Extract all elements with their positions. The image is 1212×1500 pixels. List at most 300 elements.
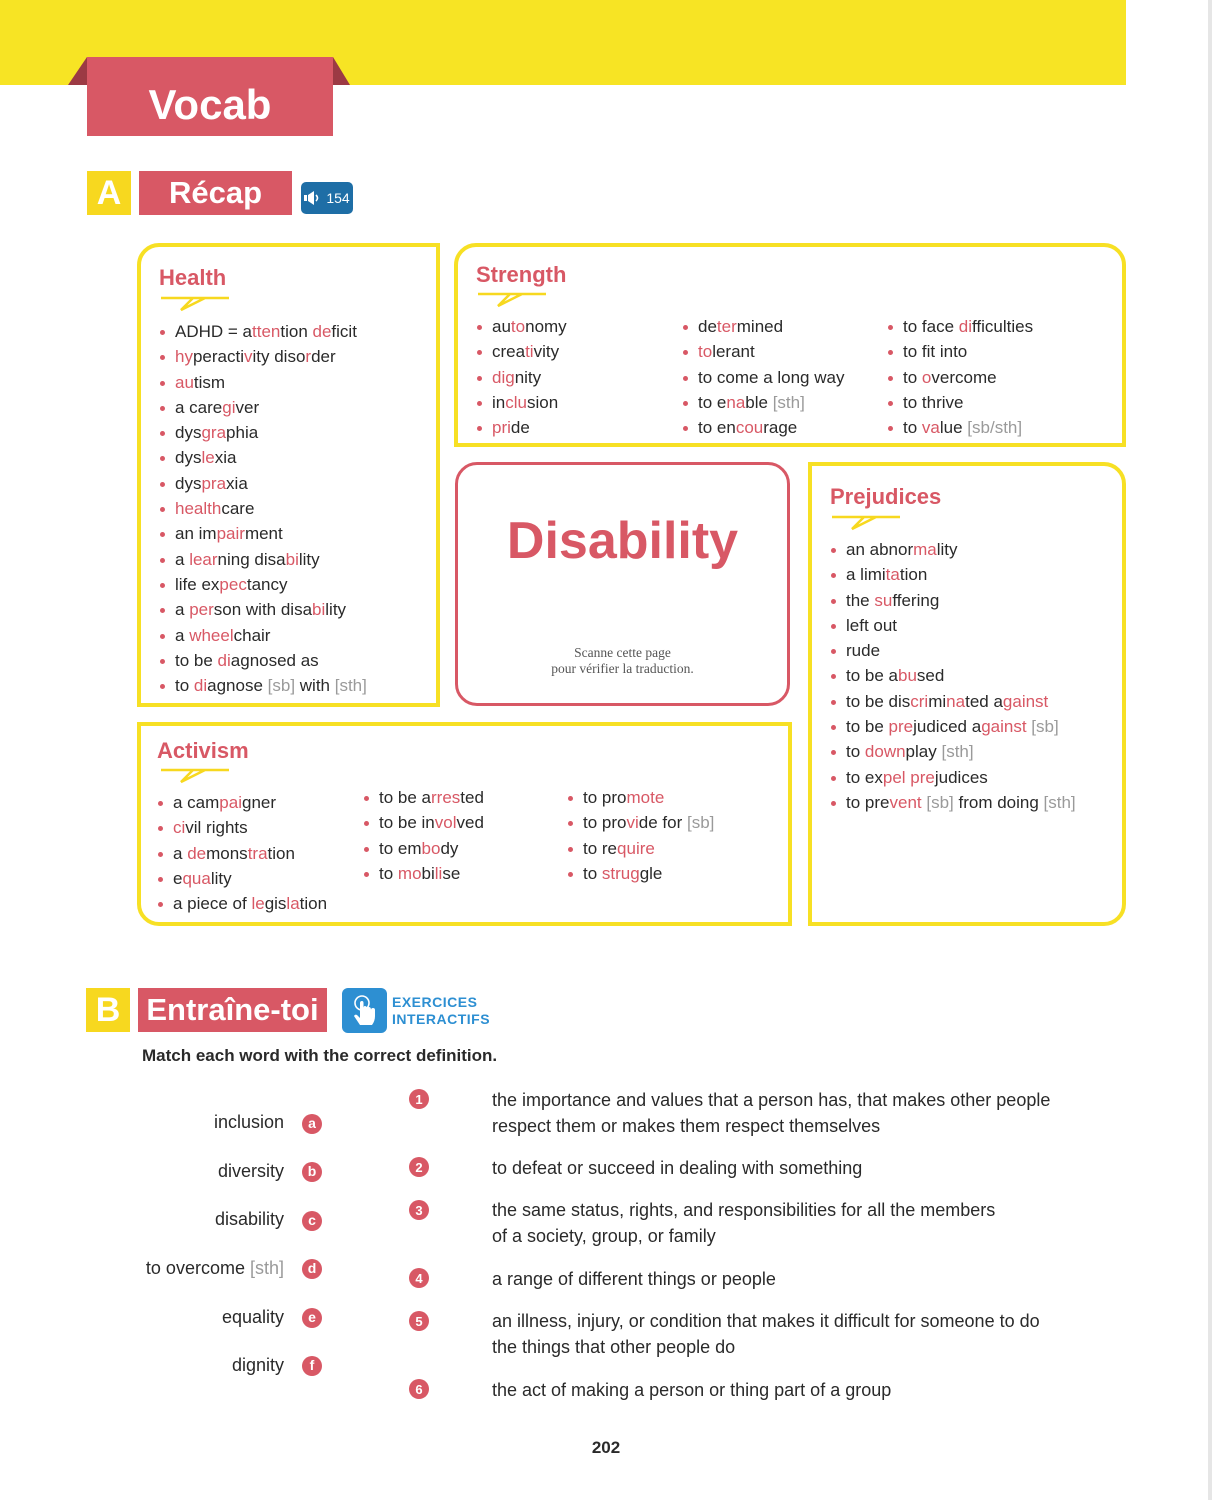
- stressed-syllable: cou: [735, 418, 764, 438]
- text-fragment: mons: [206, 843, 248, 863]
- vocab-item: [682, 415, 844, 440]
- swoosh-decoration: [830, 514, 902, 532]
- text-fragment: de for: [638, 813, 687, 833]
- vocab-item: [682, 365, 844, 390]
- text-fragment: to pro: [583, 813, 627, 833]
- text-fragment: peracti: [192, 347, 244, 367]
- vocab-item: [887, 314, 1033, 339]
- stressed-syllable: pre: [910, 767, 935, 787]
- text-fragment: gner: [241, 793, 277, 812]
- stressed-syllable: pri: [492, 418, 511, 438]
- stressed-syllable: strug: [601, 863, 640, 883]
- text-fragment: to be: [175, 650, 218, 670]
- text-fragment: ficit: [331, 322, 357, 341]
- page-number: 202: [591, 1438, 621, 1457]
- stressed-syllable: vent: [889, 792, 922, 812]
- placeholder-tag: [sth]: [772, 392, 805, 412]
- interactive-exercises-button[interactable]: [342, 988, 491, 1034]
- stressed-syllable: clu: [505, 392, 527, 412]
- vocab-item: [830, 613, 1076, 638]
- definition-2: [492, 1155, 1092, 1181]
- activism-list-col3: [567, 785, 714, 886]
- text-fragment: to em: [379, 838, 422, 858]
- swoosh-decoration: [159, 767, 231, 785]
- placeholder-tag: [sb/sth]: [967, 418, 1023, 438]
- text-fragment: in: [492, 392, 506, 412]
- stressed-syllable: la: [286, 894, 300, 914]
- text-fragment: ment: [244, 524, 283, 544]
- def-3-line1: the same status, rights, and responsibilities for all the members: [492, 1200, 996, 1220]
- text-fragment: to: [903, 367, 922, 387]
- vocab-item: [159, 344, 367, 369]
- section-b-title: Entraîne-toi: [138, 988, 327, 1032]
- stressed-syllable: qua: [182, 868, 211, 888]
- vocab-item: [830, 537, 1076, 562]
- text-fragment: ADHD = a: [175, 322, 252, 341]
- ribbon-fold-left: [68, 57, 87, 85]
- section-a-letter: A: [87, 171, 131, 215]
- text-fragment: e: [173, 868, 183, 888]
- vocab-item: [682, 390, 844, 415]
- text-fragment: a: [175, 625, 190, 645]
- text-fragment: vity: [533, 342, 560, 362]
- stressed-syllable: de: [187, 843, 207, 863]
- vocab-item: [157, 891, 327, 916]
- word-c: disability: [214, 1209, 284, 1229]
- vocab-item: [830, 739, 1076, 764]
- letter-badge-d: d: [302, 1259, 322, 1279]
- letter-badge-c: c: [302, 1211, 322, 1231]
- vocab-item: [159, 673, 367, 698]
- number-badge-3: 3: [409, 1200, 429, 1220]
- text-fragment: from doing: [953, 792, 1044, 812]
- text-fragment: rude: [846, 641, 881, 661]
- health-box: [137, 243, 440, 707]
- text-fragment: lity: [210, 868, 232, 888]
- stressed-syllable: r: [305, 347, 312, 367]
- stressed-syllable: le: [251, 894, 265, 914]
- letter-badge-a: a: [302, 1114, 322, 1134]
- text-fragment: gle: [639, 863, 663, 883]
- text-fragment: a: [173, 843, 188, 863]
- word-a: inclusion: [213, 1112, 284, 1132]
- text-fragment: to e: [698, 392, 727, 412]
- word-b: diversity: [217, 1161, 284, 1181]
- vocab-item: [567, 810, 714, 835]
- vocab-item: [567, 785, 714, 810]
- def-2-line1: to defeat or succeed in dealing with something: [492, 1158, 863, 1178]
- text-fragment: with: [295, 676, 335, 696]
- text-fragment: judices: [934, 767, 988, 787]
- stressed-syllable: ter: [716, 317, 737, 336]
- def-5-line2: the things that other people do: [492, 1337, 736, 1357]
- text-fragment: to: [903, 418, 922, 438]
- definition-4: [492, 1266, 1092, 1292]
- text-fragment: rage: [763, 418, 798, 438]
- word-e: equality: [221, 1307, 284, 1327]
- text-fragment: a care: [175, 397, 223, 417]
- text-fragment: lity: [936, 540, 958, 559]
- placeholder-tag: [sth]: [1043, 792, 1076, 812]
- placeholder-tag: [sth]: [941, 742, 974, 762]
- def-1-line2: respect them or makes them respect themselves: [492, 1116, 881, 1136]
- text-fragment: ffering: [892, 590, 940, 610]
- text-fragment: lity: [298, 549, 320, 569]
- text-fragment: se: [442, 863, 461, 883]
- activism-list-col2: [363, 785, 484, 886]
- text-fragment: ted a: [965, 691, 1003, 711]
- text-fragment: ved: [456, 813, 484, 833]
- vocab-item: [159, 370, 367, 395]
- strength-list-col3: [887, 314, 1033, 440]
- stressed-syllable: pra: [201, 473, 227, 493]
- stressed-syllable: to: [510, 317, 526, 336]
- text-fragment: de: [510, 418, 530, 438]
- text-fragment: lity: [325, 600, 347, 620]
- text-fragment: to be in: [379, 813, 435, 833]
- stressed-syllable: pel: [882, 767, 906, 787]
- stressed-syllable: lear: [189, 549, 218, 569]
- stressed-syllable: down: [864, 742, 906, 762]
- text-fragment: judiced a: [913, 717, 982, 737]
- text-fragment: to: [846, 742, 865, 762]
- health-title: Health: [159, 265, 227, 290]
- text-fragment: play: [905, 742, 942, 762]
- text-fragment: care: [221, 499, 255, 519]
- vocab-item: [830, 714, 1076, 739]
- stressed-syllable: bo: [421, 838, 441, 858]
- stressed-syllable: rres: [431, 788, 461, 807]
- text-fragment: crea: [492, 342, 526, 362]
- page-title: Vocab: [87, 57, 333, 136]
- scan-note: [458, 645, 787, 677]
- text-fragment: ity diso: [252, 347, 306, 367]
- text-fragment: to pre: [846, 792, 890, 812]
- text-fragment: to pro: [583, 788, 627, 807]
- text-fragment: to be dis: [846, 691, 911, 711]
- stressed-syllable: mote: [626, 788, 665, 807]
- stressed-syllable: ta: [885, 565, 900, 585]
- text-fragment: to be a: [846, 666, 898, 686]
- vocab-item: [887, 365, 1033, 390]
- vocab-item: [159, 496, 367, 521]
- vocab-item: [159, 471, 367, 496]
- def-5-line1: an illness, injury, or condition that makes it difficult for someone to do: [492, 1311, 1040, 1331]
- stressed-syllable: pre: [888, 717, 914, 737]
- word-d-extra: [sth]: [249, 1258, 284, 1278]
- text-fragment: ted: [460, 788, 484, 807]
- text-fragment: to re: [583, 838, 618, 858]
- scan-note-line2: pour vérifier la traduction.: [551, 661, 694, 676]
- strength-box: [454, 243, 1126, 447]
- vocab-item: [157, 841, 327, 866]
- text-fragment: an abnor: [846, 540, 914, 559]
- placeholder-tag: [sb]: [686, 813, 715, 833]
- activism-title: Activism: [157, 738, 249, 763]
- vocab-item: [682, 339, 844, 364]
- strength-list-col1: [476, 314, 567, 440]
- stressed-syllable: gainst: [1002, 691, 1049, 711]
- text-fragment: a limi: [846, 565, 886, 585]
- text-fragment: tion: [280, 322, 313, 341]
- stressed-syllable: dig: [492, 367, 515, 387]
- speaker-icon: [304, 190, 322, 206]
- vocab-item: [830, 638, 1076, 663]
- letter-badge-e: e: [302, 1308, 322, 1328]
- vocab-item: [159, 547, 367, 572]
- vocab-item: [159, 319, 367, 344]
- exercise-instruction: Match each word with the correct definition.: [142, 1046, 498, 1065]
- stressed-syllable: health: [175, 499, 222, 519]
- text-fragment: life ex: [175, 574, 220, 594]
- definition-1: [492, 1087, 1092, 1139]
- definition-6: [492, 1377, 1092, 1403]
- vocab-item: [830, 562, 1076, 587]
- badge-line2: INTERACTIFS: [392, 1011, 491, 1027]
- stressed-syllable: gra: [201, 423, 227, 443]
- stressed-syllable: pai: [219, 793, 242, 812]
- text-fragment: to thrive: [903, 392, 964, 412]
- stressed-syllable: di: [193, 676, 208, 696]
- text-fragment: gis: [264, 894, 287, 914]
- text-fragment: de: [698, 317, 717, 336]
- vocab-item: [567, 861, 714, 886]
- text-fragment: der: [311, 347, 336, 367]
- text-fragment: dys: [175, 423, 202, 443]
- stressed-syllable: cri: [910, 691, 929, 711]
- swoosh-decoration: [159, 295, 231, 313]
- vocab-item: [476, 415, 567, 440]
- letter-badge-f: f: [302, 1356, 322, 1376]
- text-fragment: to come a long way: [698, 367, 845, 387]
- text-fragment: to: [379, 863, 398, 883]
- vocab-item: [363, 861, 484, 886]
- text-fragment: to ex: [846, 767, 883, 787]
- vocab-item: [159, 420, 367, 445]
- strength-title: Strength: [476, 262, 567, 287]
- text-fragment: to be: [846, 717, 889, 737]
- word-d-label: to overcome: [145, 1258, 245, 1278]
- vocab-item: [363, 785, 484, 810]
- text-fragment: ble: [745, 392, 773, 412]
- vocab-item: [830, 663, 1076, 688]
- stressed-syllable: va: [921, 418, 940, 438]
- text-fragment: to be a: [379, 788, 431, 807]
- ribbon-fold-right: [333, 57, 350, 85]
- vocab-item: [830, 765, 1076, 790]
- activism-box: [137, 722, 792, 926]
- number-badge-6: 6: [409, 1379, 429, 1399]
- text-fragment: bi: [421, 863, 435, 883]
- stressed-syllable: ti: [525, 342, 534, 362]
- audio-track-number: 154: [326, 190, 350, 206]
- text-fragment: sed: [916, 666, 945, 686]
- text-fragment: xia: [214, 448, 237, 468]
- text-fragment: an im: [175, 524, 217, 544]
- text-fragment: ning disa: [217, 549, 286, 569]
- text-fragment: to: [583, 863, 602, 883]
- stressed-syllable: tten: [252, 322, 281, 341]
- vocab-item: [157, 866, 327, 891]
- badge-line1: EXERCICES: [392, 994, 478, 1010]
- vocab-item: [830, 689, 1076, 714]
- stressed-syllable: quire: [617, 838, 655, 858]
- placeholder-tag: [sb]: [267, 676, 296, 696]
- vocab-item: [830, 588, 1076, 613]
- number-badge-1: 1: [409, 1089, 429, 1109]
- text-fragment: to en: [698, 418, 736, 438]
- stressed-syllable: su: [874, 590, 893, 610]
- text-fragment: a cam: [173, 793, 220, 812]
- center-title: Disability: [506, 512, 739, 570]
- vocab-item: [567, 836, 714, 861]
- stressed-syllable: ma: [913, 540, 937, 559]
- stressed-syllable: pair: [216, 524, 245, 544]
- vocab-item: [363, 810, 484, 835]
- vocab-item: [887, 390, 1033, 415]
- placeholder-tag: [sb]: [926, 792, 954, 812]
- vocab-item: [159, 597, 367, 622]
- vocab-item: [476, 365, 567, 390]
- def-6-line1: the act of making a person or thing part of a group: [492, 1380, 892, 1400]
- text-fragment: lerant: [712, 342, 755, 362]
- stressed-syllable: le: [201, 448, 215, 468]
- vocab-item: [363, 836, 484, 861]
- placeholder-tag: [sth]: [334, 676, 367, 696]
- def-1-line1: the importance and values that a person has, that makes other people: [492, 1090, 1051, 1110]
- text-fragment: to face: [903, 317, 959, 336]
- stressed-syllable: bi: [312, 600, 326, 620]
- number-badge-2: 2: [409, 1157, 429, 1177]
- text-fragment: vercome: [931, 367, 997, 387]
- disability-center-card: [455, 462, 790, 706]
- vocab-item: [159, 445, 367, 470]
- page-edge: [1208, 0, 1212, 1500]
- stressed-syllable: to: [698, 342, 713, 362]
- letter-badge-b: b: [302, 1162, 322, 1182]
- definition-5: [492, 1308, 1092, 1360]
- stressed-syllable: per: [189, 600, 214, 620]
- vocab-item: [159, 572, 367, 597]
- section-a-title: Récap: [139, 171, 292, 215]
- stressed-syllable: li: [434, 863, 443, 883]
- vocab-item: [159, 623, 367, 648]
- text-fragment: a: [175, 549, 190, 569]
- stressed-syllable: hy: [175, 347, 193, 367]
- text-fragment: tism: [193, 372, 226, 392]
- def-4-line1: a range of different things or people: [492, 1269, 776, 1289]
- stressed-syllable: di: [958, 317, 972, 336]
- stressed-syllable: bi: [285, 549, 299, 569]
- text-fragment: son with disa: [213, 600, 313, 620]
- text-fragment: phia: [226, 423, 259, 443]
- stressed-syllable: ci: [173, 818, 186, 838]
- def-3-line2: of a society, group, or family: [492, 1226, 716, 1246]
- strength-list-col2: [682, 314, 844, 440]
- stressed-syllable: pec: [219, 574, 247, 594]
- vocab-item: [159, 648, 367, 673]
- vocab-item: [830, 790, 1076, 815]
- audio-button[interactable]: [301, 182, 353, 214]
- interactive-exercises-label: [392, 994, 490, 1028]
- touch-hand-icon: [342, 988, 387, 1033]
- vocab-item: [157, 815, 327, 840]
- number-badge-5: 5: [409, 1311, 429, 1331]
- stressed-syllable: gi: [222, 397, 236, 417]
- stressed-syllable: vi: [626, 813, 639, 833]
- text-fragment: tion: [299, 894, 328, 914]
- word-d: [146, 1258, 284, 1279]
- text-fragment: tion: [899, 565, 928, 585]
- vocab-item: [476, 339, 567, 364]
- text-fragment: xia: [226, 473, 248, 493]
- vocab-item: [887, 339, 1033, 364]
- stressed-syllable: di: [217, 650, 231, 670]
- vocab-item: [159, 395, 367, 420]
- stressed-syllable: de: [312, 322, 332, 341]
- swoosh-decoration: [476, 291, 548, 309]
- vocab-item: [887, 415, 1033, 440]
- vocab-item: [157, 790, 327, 815]
- text-fragment: au: [492, 317, 511, 336]
- text-fragment: lue: [939, 418, 968, 438]
- text-fragment: agnosed as: [230, 650, 319, 670]
- stressed-syllable: na: [946, 691, 966, 711]
- text-fragment: vil rights: [185, 818, 248, 838]
- stressed-syllable: v: [244, 347, 253, 367]
- text-fragment: dy: [440, 838, 459, 858]
- text-fragment: agnose: [207, 676, 268, 696]
- text-fragment: a: [175, 600, 190, 620]
- text-fragment: to fit into: [903, 342, 968, 362]
- prejudices-list: [830, 537, 1076, 815]
- text-fragment: tion: [267, 843, 295, 863]
- stressed-syllable: wheel: [189, 625, 234, 645]
- text-fragment: tancy: [246, 574, 288, 594]
- text-fragment: nomy: [525, 317, 567, 336]
- stressed-syllable: vol: [434, 813, 457, 833]
- definition-3: [492, 1197, 1092, 1249]
- stressed-syllable: o: [921, 367, 932, 387]
- text-fragment: a piece of: [173, 894, 252, 914]
- stressed-syllable: mo: [397, 863, 422, 883]
- text-fragment: mined: [736, 317, 784, 336]
- stressed-syllable: tra: [247, 843, 268, 863]
- prejudices-title: Prejudices: [830, 484, 942, 509]
- text-fragment: fficulties: [972, 317, 1034, 336]
- text-fragment: ver: [235, 397, 260, 417]
- number-badge-4: 4: [409, 1268, 429, 1288]
- vocab-item: [476, 314, 567, 339]
- stressed-syllable: bu: [898, 666, 917, 686]
- stressed-syllable: gainst: [981, 717, 1027, 737]
- text-fragment: dys: [175, 473, 202, 493]
- stressed-syllable: au: [175, 372, 194, 392]
- text-fragment: dys: [175, 448, 202, 468]
- health-list: [159, 319, 367, 698]
- prejudices-box: [808, 462, 1126, 926]
- stressed-syllable: na: [726, 392, 746, 412]
- section-b-letter: B: [86, 988, 130, 1032]
- word-f: dignity: [231, 1355, 284, 1375]
- text-fragment: to: [175, 676, 194, 696]
- text-fragment: nity: [514, 367, 542, 387]
- text-fragment: chair: [233, 625, 271, 645]
- vocab-item: [476, 390, 567, 415]
- placeholder-tag: [sb]: [1031, 717, 1059, 737]
- text-fragment: the: [846, 590, 875, 610]
- text-fragment: sion: [526, 392, 559, 412]
